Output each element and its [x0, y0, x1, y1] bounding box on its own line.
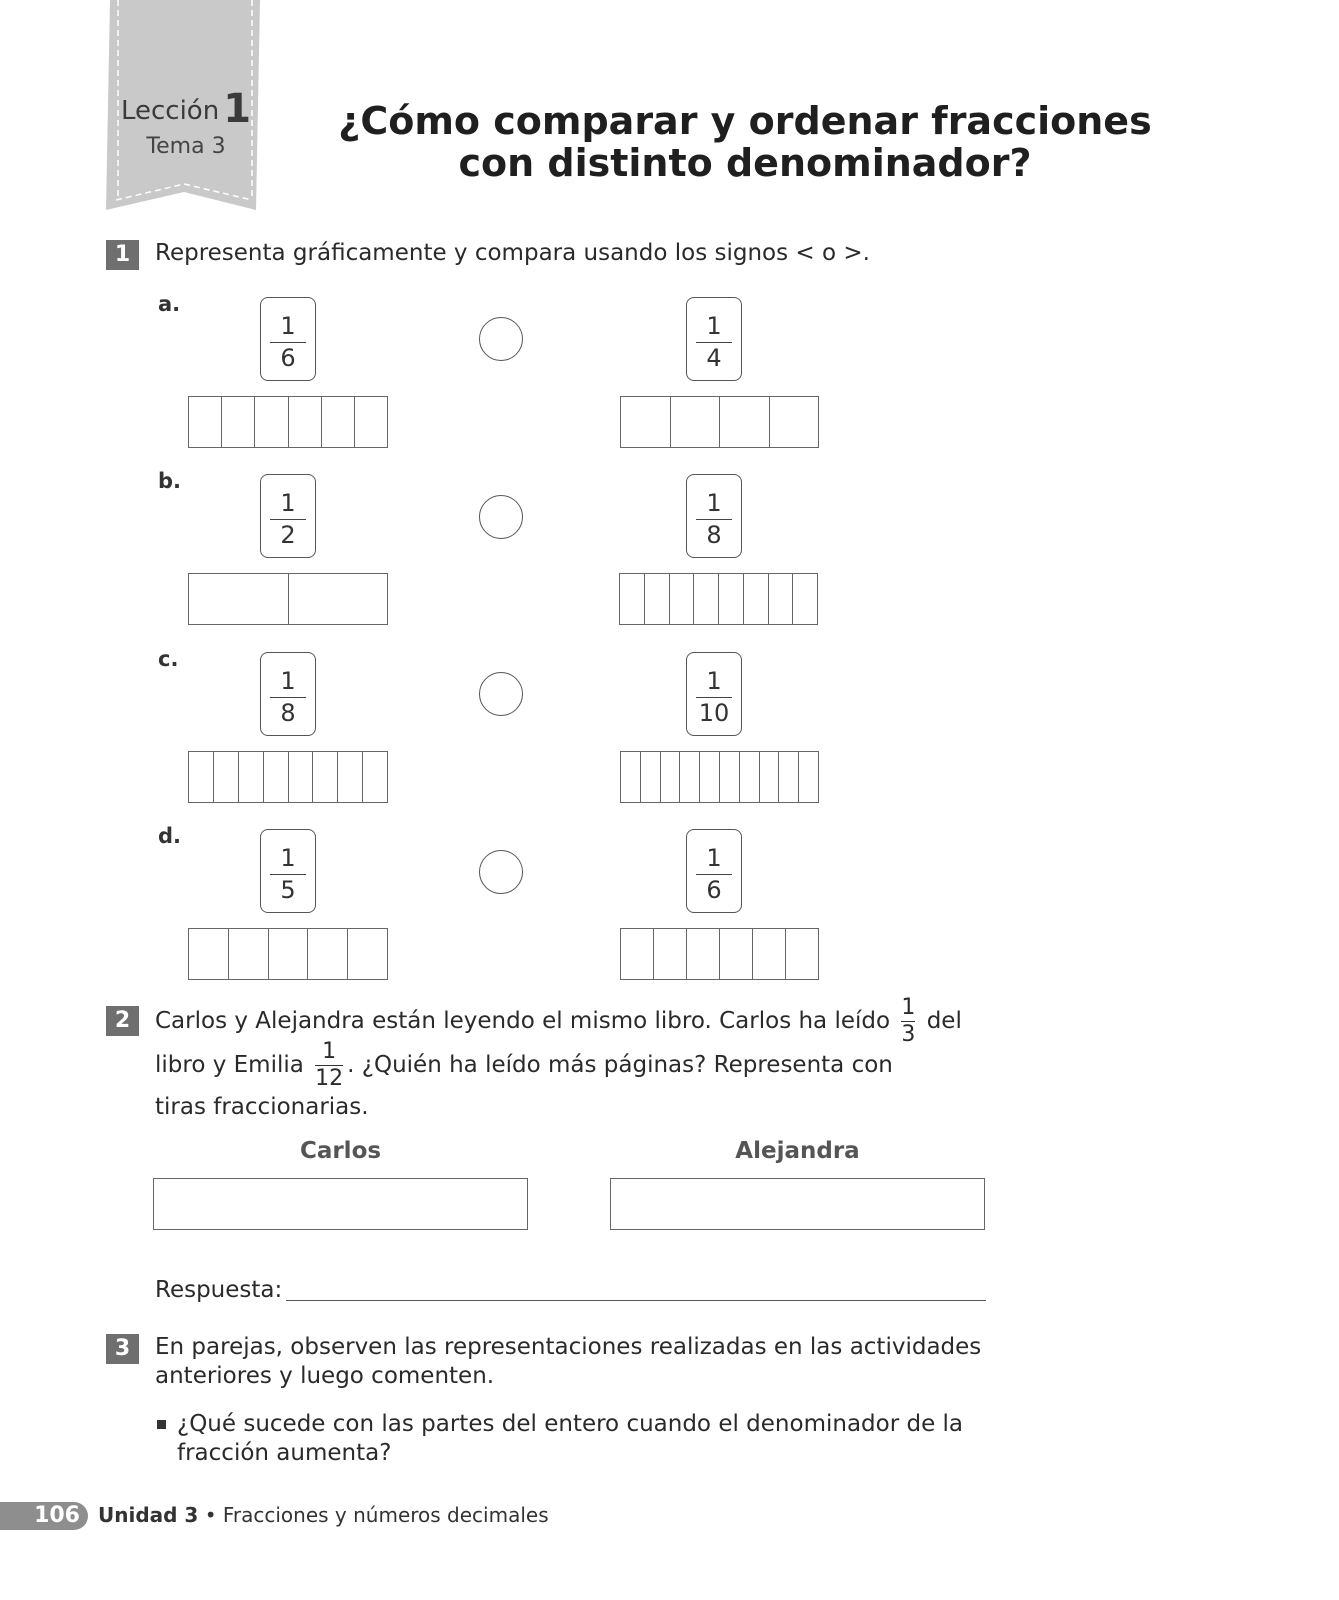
inline-fraction: $\frac{1}{12}$: [315, 1039, 344, 1091]
item-letter: a.: [158, 292, 181, 316]
activity-2-number: 2: [106, 1006, 139, 1036]
page-title: ¿Cómo comparar y ordenar fracciones con distinto denominador?: [338, 99, 1152, 185]
activity-2-line1: Carlos y Alejandra están leyendo el mismo libro. Carlos ha leído $\frac{1}{3}$ del: [155, 995, 962, 1047]
footer-text: [98, 1503, 549, 1527]
fraction-card: 1 8: [260, 652, 316, 736]
alejandra-label: Alejandra: [735, 1138, 860, 1164]
activity-3-line2: anteriores y luego comenten.: [155, 1363, 495, 1389]
compare-circle[interactable]: [479, 317, 523, 361]
compare-circle[interactable]: [479, 495, 523, 539]
fraction-strip[interactable]: [620, 751, 819, 803]
alejandra-strip-box[interactable]: [610, 1178, 985, 1230]
activity-2-line3: tiras fraccionarias.: [155, 1094, 369, 1120]
lesson-number: 1: [223, 86, 252, 132]
tema-label: Tema 3: [146, 134, 226, 159]
fraction-strip[interactable]: [188, 928, 388, 980]
fraction-strip[interactable]: [620, 928, 819, 980]
page-number: 106: [34, 1503, 80, 1528]
fraction-card: 1 4: [686, 297, 742, 381]
fraction-strip[interactable]: [188, 751, 388, 803]
answer-label: Respuesta:: [155, 1277, 283, 1303]
activity-3-bullet-line1: ¿Qué sucede con las partes del entero cuando el denominador de la: [177, 1411, 964, 1437]
fraction-card: 1 8: [686, 474, 742, 558]
footer-separator: •: [204, 1503, 217, 1527]
activity-3-number: 3: [106, 1334, 139, 1364]
activity-1-instruction: Representa gráficamente y compara usando los signos < o >.: [155, 240, 870, 266]
fraction-strip[interactable]: [188, 573, 388, 625]
carlos-label: Carlos: [299, 1138, 382, 1164]
fraction-card: 1 6: [686, 829, 742, 913]
fraction-card: 1 6: [260, 297, 316, 381]
inline-fraction: $\frac{1}{3}$: [901, 995, 916, 1047]
activity-2-line2: libro y Emilia $\frac{1}{12}$ . ¿Quién ha leído más páginas? Representa con: [155, 1039, 893, 1091]
fraction-strip[interactable]: [620, 396, 819, 448]
fraction-strip[interactable]: [188, 396, 388, 448]
fraction-card: 1 2: [260, 474, 316, 558]
footer-topic: Fracciones y números decimales: [222, 1503, 549, 1527]
compare-circle[interactable]: [479, 850, 523, 894]
carlos-strip-box[interactable]: [153, 1178, 528, 1230]
item-letter: d.: [158, 824, 182, 848]
compare-circle[interactable]: [479, 672, 523, 716]
item-letter: c.: [158, 647, 179, 671]
item-letter: b.: [158, 469, 182, 493]
fraction-card: 1 10: [686, 652, 742, 736]
activity-3-bullet-line2: fracción aumenta?: [177, 1440, 392, 1466]
footer-unit: Unidad 3: [98, 1503, 199, 1527]
fraction-strip[interactable]: [619, 573, 818, 625]
fraction-card: 1 5: [260, 829, 316, 913]
answer-line[interactable]: [286, 1300, 986, 1301]
activity-3-line1: En parejas, observen las representaciones realizadas en las actividades: [155, 1334, 982, 1360]
lesson-label: Lección 1: [120, 86, 252, 132]
bullet-icon: [157, 1420, 166, 1429]
activity-1-number: 1: [106, 240, 139, 270]
